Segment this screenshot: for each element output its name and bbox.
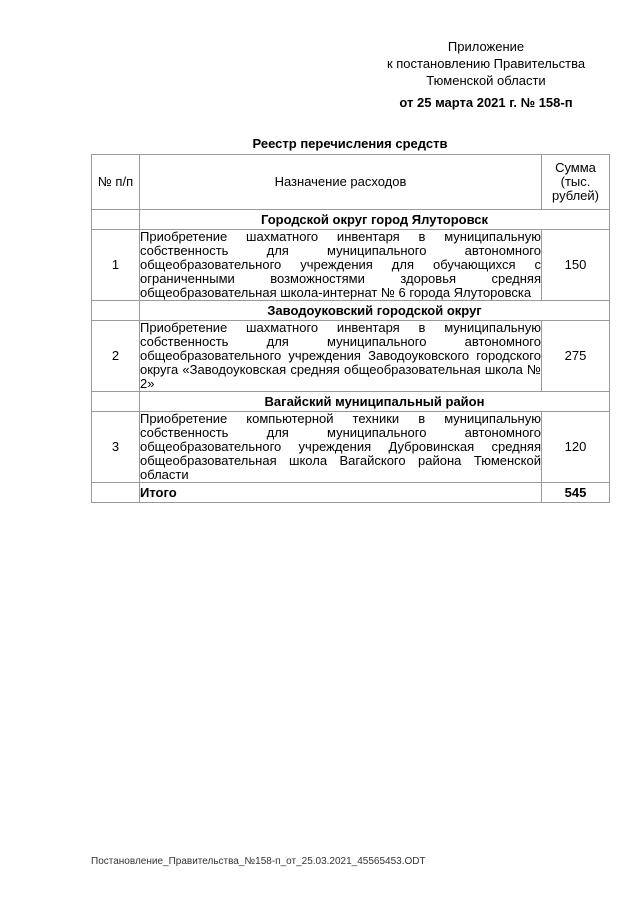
row-num: 2	[92, 321, 140, 392]
registry-table	[91, 154, 610, 503]
table-row	[92, 230, 610, 301]
region-row	[92, 301, 610, 321]
row-desc: Приобретение компьютерной техники в муниципальную собственность для муниципального автономного общеобразовательного учреждения Дубровинская средняя общеобразовательная школа Вагайского района Тюменской области	[140, 411, 541, 482]
row-num: 1	[92, 230, 140, 301]
total-row	[92, 483, 610, 503]
appendix-label: Приложение	[447, 39, 525, 54]
row-desc: Приобретение шахматного инвентаря в муниципальную собственность для муниципального автономного общеобразовательного учреждения Заводоуковского городского округа «Заводоуковская средняя общеобразовательная школа № 2»	[140, 320, 541, 391]
region-name: Городской округ город Ялуторовск	[140, 210, 610, 230]
table-title: Реестр перечисления средств	[252, 136, 448, 151]
document-filename: Постановление_Правительства_№158-п_от_25.03.2021_45565453.ODT	[91, 856, 426, 867]
row-sum: 150	[542, 230, 610, 301]
row-sum: 120	[542, 412, 610, 483]
region-name: Заводоуковский городской округ	[140, 301, 610, 321]
row-num: 3	[92, 412, 140, 483]
appendix-region: Тюменской области	[426, 73, 546, 88]
table-header-row	[92, 155, 610, 210]
total-label: Итого	[140, 483, 542, 503]
resolution-date: от 25 марта 2021 г. № 158-п	[399, 95, 573, 110]
region-name: Вагайский муниципальный район	[140, 392, 610, 412]
table-row	[92, 321, 610, 392]
column-header-desc: Назначение расходов	[140, 155, 542, 210]
total-sum: 545	[542, 483, 610, 503]
column-header-num: № п/п	[92, 155, 140, 210]
region-row	[92, 392, 610, 412]
appendix-header	[360, 38, 612, 89]
appendix-reference: к постановлению Правительства	[386, 56, 586, 71]
row-sum: 275	[542, 321, 610, 392]
row-desc: Приобретение шахматного инвентаря в муниципальную собственность для муниципального автономного общеобразовательного учреждения для обучающихся с ограниченными возможностями здоровья средняя общеобразовательная школа-интернат № 6 города Ялуторовска	[140, 229, 541, 300]
table-row	[92, 412, 610, 483]
column-header-sum: Сумма (тыс. рублей)	[542, 155, 610, 210]
region-row	[92, 210, 610, 230]
